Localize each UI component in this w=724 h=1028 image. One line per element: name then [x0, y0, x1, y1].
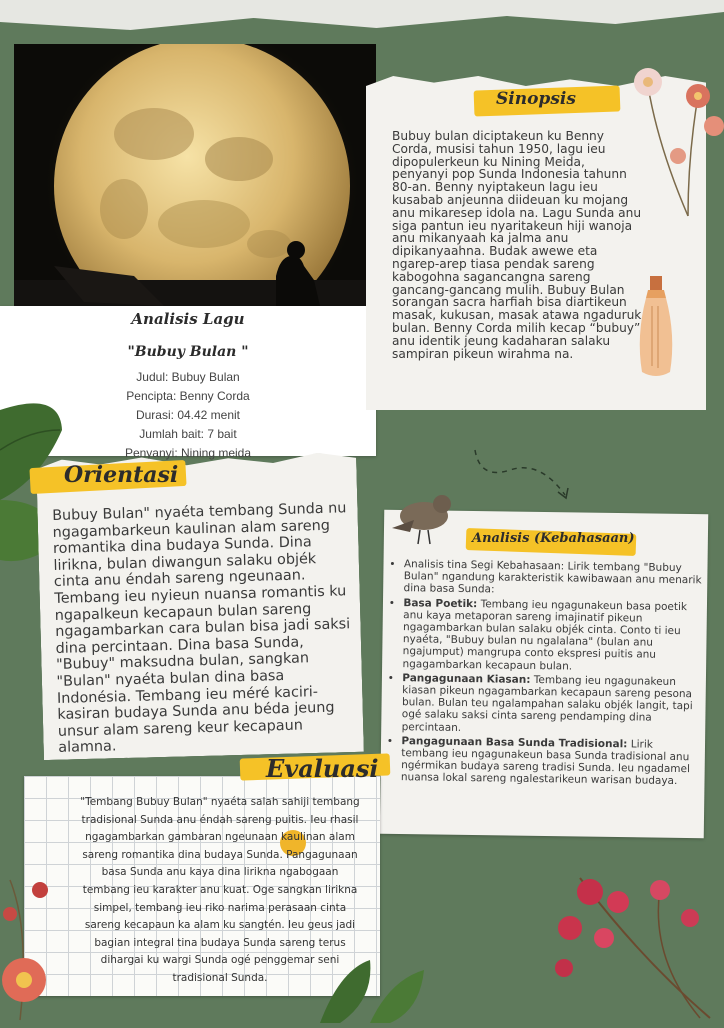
- perfume-bottle-decoration: [634, 276, 678, 380]
- song-bait: Jumlah bait: 7 bait: [139, 427, 237, 441]
- analisis-item-intro: • Analisis tina Segi Kebahasaan: Lirik tembang "Bubuy Bulan" ngandung karakteristik kawibawaan anu menarik dina basa Sunda:: [403, 558, 703, 599]
- dashed-arrow-decoration: [470, 440, 580, 510]
- background-paper-top: [0, 0, 724, 40]
- song-info-heading: Analisis Lagu: [131, 310, 245, 328]
- song-penyanyi: Penyanyi: Nining meida: [124, 446, 252, 460]
- orientasi-title: Orientasi: [64, 462, 179, 488]
- song-pencipta: Pencipta: Benny Corda: [126, 389, 250, 403]
- analisis-item-kiasan: • Pangagunaan Kiasan: Tembang ieu ngagunakeun kiasan pikeun ngagambarkan kecapaun sareng pesona bulan. Bulan teu ngalampahan salaku objék langit, tapi ogé salaku saksi cinta sareng pendamping dina percintaan.: [402, 672, 703, 737]
- orientasi-text: Bubuy Bulan" nyaéta tembang Sunda nu ngagambarkeun kaulinan alam sareng romantika dina budaya Sunda. Dina lirikna, bulan diwangun salaku objék cinta anu éndah sareng ngeunaan. Tembang ieu nyieun nuansa romantis ku ngapalkeun kecapaun bulan sareng ngagambarkan cara bulan bisa jadi saksi dina percintaan. Dina basa Sunda, "Bubuy" maksudna bulan, sangkan "Bulan" nyaéta bulan dina basa Indonésia. Tembang ieu méré kaciri-kasiran budaya Sunda anu béda jeung unsur alam sareng keur kecapaun alamna.: [52, 500, 351, 757]
- bird-decoration: [384, 488, 456, 548]
- analisis-list: [389, 558, 704, 790]
- evaluasi-title: Evaluasi: [266, 754, 379, 783]
- song-durasi: Durasi: 04.42 menit: [135, 408, 241, 422]
- flower-decoration-top-right: [618, 56, 724, 226]
- analisis-item-tradisional: • Pangagunaan Basa Sunda Tradisional: Lirik tembang ieu ngagunakeun basa Sunda tradisional anu ngérmikan budaya sareng tradisi Sunda. Ieu ngadamel nuansa lokal sareng ngalestarikeun warisan budaya.: [401, 735, 702, 788]
- flower-decoration-bottom-left: [0, 870, 60, 1023]
- sinopsis-text: Bubuy bulan diciptakeun ku Benny Corda, musisi tahun 1950, lagu ieu dipopulerkeun ku Nining Meida, penyanyi pop Sunda Indonesia tahunn 80-an. Benny nyiptakeun lagu ieu kusabab anjeunna diideuan ku mojang anu mikaresep idola na. Lagu Sunda anu siga pantun ieu nyaritakeun hiji wanoja anu mikanyaah ka jalma anu dipikanyaahna. Budak awewe eta ngarep-arep tiasa pendak sareng kabogohna sagancangna sareng gancang-gancang mulih. Bubuy Bulan sorangan sacra harfiah bisa diartikeun masak, kukusan, masak atawa ngaduruk bulan. Benny Corda milih kecap “bubuy” anu identik jeung kadaharan salaku sampiran pikeun wirahma na.: [392, 129, 642, 361]
- analisis-item-basa-poetik: • Basa Poetik: Tembang ieu ngagunakeun basa poetik anu kaya metaporan sareng imajinatif pikeun ngagambarkan bulan salaku objék cinta. Conto ti ieu nyaéta, "Bubuy bulan nu ngalalana" (bulan anu ngajumput) mangrupa conto ekspresi puitis anu ngagambarkan kecapaun bulan.: [402, 597, 703, 674]
- leaf-decoration-bottom: [300, 960, 430, 1023]
- song-judul: Judul: Bubuy Bulan: [136, 370, 240, 384]
- analisis-title: Analisis (Kebahasaan): [472, 531, 635, 546]
- song-title: "Bubuy Bulan ": [127, 344, 249, 360]
- sinopsis-title: Sinopsis: [496, 89, 576, 109]
- evaluasi-text: "Tembang Bubuy Bulan" nyaéta salah sahiji tembang tradisional Sunda anu éndah sareng puitis. Ieu rhasil ngagambarkan gambaran ngeunaan kaulinan alam sareng romantika dina budaya Sunda. Pangagunaan basa Sunda anu kaya dina lirikna ngabogaan tembang ieu karakter anu kuat. Oge sangkan lirikna simpel, tembang ieu riko narima perasaan cinta sareng kecapaun ka alam ku sangtén. Ieu geus jadi bagian integral tina budaya Sunda sareng terus dihargai ku wargi Sunda ogé penggemar seni tradisional Sunda.: [80, 796, 360, 984]
- flower-decoration-bottom-right: [540, 868, 724, 1023]
- moon-photo: [14, 44, 376, 310]
